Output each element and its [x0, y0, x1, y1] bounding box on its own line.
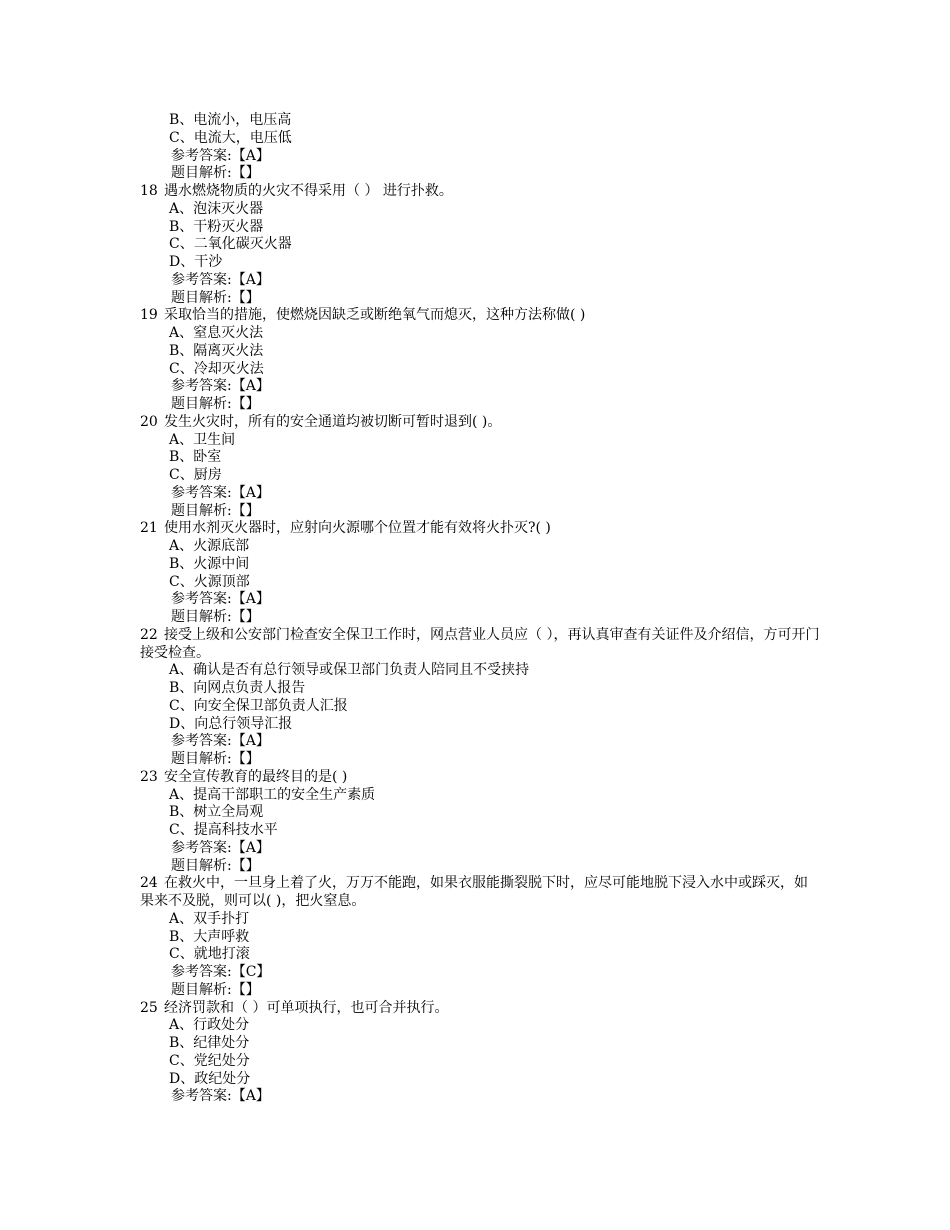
question-analysis: 题目解析:【】: [171, 609, 260, 625]
question-text: 经济罚款和（ ）可单项执行，也可合并执行。: [164, 999, 449, 1016]
question-number: 18: [140, 183, 158, 199]
option-text: D、干沙: [169, 254, 223, 270]
option-text: A、泡沫灭火器: [169, 200, 264, 217]
option-text: A、双手扑打: [169, 910, 250, 927]
question-analysis: 题目解析:【】: [171, 289, 260, 306]
option-text: A、卫生间: [169, 431, 236, 448]
question-text: 发生火灾时，所有的安全通道均被切断可暂时退到( )。: [164, 413, 502, 430]
question-number: 20: [140, 413, 158, 430]
question-text: 在救火中，一旦身上着了火，万万不能跑，如果衣服能撕裂脱下时，应尽可能地脱下浸入水中或踩灭，如果来不及脱，则可以( )，把火窒息。: [140, 875, 808, 909]
option-text: A、确认是否有总行领导或保卫部门负责人陪同且不受挟持: [169, 662, 530, 679]
option-text: D、政纪处分: [169, 1070, 251, 1087]
question-number: 25: [140, 999, 158, 1016]
question-analysis: 题目解析:【】: [171, 981, 260, 998]
option-text: B、火源中间: [169, 555, 250, 572]
document-body: [140, 112, 820, 1106]
option-text: A、火源底部: [169, 538, 250, 554]
option-text: C、厨房: [169, 467, 222, 483]
question-number: 22: [140, 626, 158, 643]
question-stem: [140, 627, 820, 663]
question-stem: [140, 307, 820, 325]
question-text: 接受上级和公安部门检查安全保卫工作时，网点营业人员应（ ），再认真审查有关证件及介绍信，方可开门接受检查。: [140, 626, 820, 661]
reference-answer: 参考答案:【A】: [171, 591, 270, 608]
option-text: A、行政处分: [169, 1017, 250, 1034]
option-text: C、党纪处分: [169, 1052, 250, 1069]
option-text: A、提高干部职工的安全生产素质: [169, 786, 376, 803]
option-text: C、冷却灭火法: [169, 360, 264, 377]
question-text: 安全宣传教育的最终目的是( ): [164, 768, 348, 785]
question-text: 采取恰当的措施，使燃烧因缺乏或断绝氧气而熄灭，这种方法称做( ): [164, 307, 586, 324]
option-text: C、二氧化碳灭火器: [169, 236, 292, 253]
reference-answer: 参考答案:【A】: [171, 271, 270, 288]
option-text: C、电流大，电压低: [169, 129, 292, 146]
question-stem: [140, 414, 820, 432]
option-text: C、提高科技水平: [169, 822, 278, 838]
question-analysis: 题目解析:【】: [171, 502, 260, 519]
option-text: C、火源顶部: [169, 573, 250, 590]
option-text: D、向总行领导汇报: [169, 715, 293, 732]
question-stem: [140, 183, 820, 201]
option-text: B、树立全局观: [169, 804, 264, 821]
option-text: C、就地打滚: [169, 946, 250, 963]
question-text: 使用水剂灭火器时，应射向火源哪个位置才能有效将火扑灭?( ): [164, 520, 551, 537]
reference-answer: 参考答案:【C】: [171, 964, 271, 980]
option-text: A、窒息灭火法: [169, 325, 264, 341]
option-text: B、电流小，电压高: [169, 112, 292, 128]
reference-answer: 参考答案:【A】: [171, 147, 270, 164]
reference-answer: 参考答案:【A】: [171, 839, 270, 856]
question-number: 24: [140, 875, 158, 892]
option-text: B、向网点负责人报告: [169, 680, 306, 696]
question-stem: [140, 769, 820, 787]
reference-answer: 参考答案:【A】: [171, 733, 270, 750]
option-text: B、隔离灭火法: [169, 342, 264, 359]
question-number: 23: [140, 768, 158, 785]
question-text: 遇水燃烧物质的火灾不得采用（ ） 进行扑救。: [164, 183, 453, 199]
option-text: C、向安全保卫部负责人汇报: [169, 697, 348, 714]
question-stem: [140, 520, 820, 538]
question-analysis: 题目解析:【】: [171, 165, 260, 182]
question-analysis: 题目解析:【】: [171, 857, 260, 874]
question-stem: [140, 875, 820, 911]
option-text: B、纪律处分: [169, 1035, 250, 1051]
question-stem: [140, 1000, 820, 1018]
option-text: B、大声呼救: [169, 928, 250, 945]
reference-answer: 参考答案:【A】: [171, 378, 270, 395]
question-analysis: 题目解析:【】: [171, 751, 260, 767]
option-text: B、卧室: [169, 449, 222, 466]
question-number: 21: [140, 520, 158, 537]
reference-answer: 参考答案:【A】: [171, 1088, 270, 1105]
reference-answer: 参考答案:【A】: [171, 484, 270, 501]
question-number: 19: [140, 307, 158, 324]
question-analysis: 题目解析:【】: [171, 396, 260, 412]
option-text: B、干粉灭火器: [169, 218, 264, 235]
